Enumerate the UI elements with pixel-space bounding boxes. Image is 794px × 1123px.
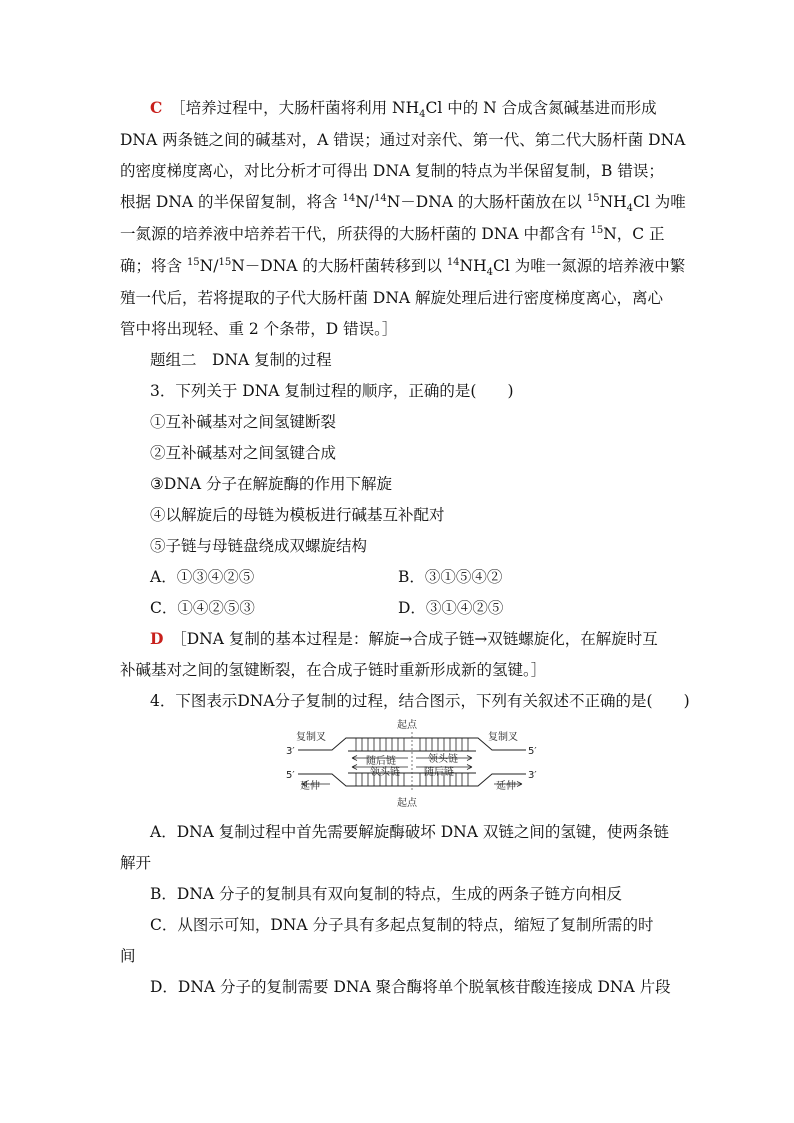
- q3-item-3: ③DNA 分子在解旋酶的作用下解旋: [150, 475, 393, 493]
- q4-option-d: D．DNA 分子的复制需要 DNA 聚合酶将单个脱氧核苷酸连接成 DNA 片段: [150, 978, 671, 996]
- q3-option-d: D．③①④②⑤: [398, 599, 504, 617]
- extend-left-label: 延伸: [300, 781, 320, 792]
- q3-item-2: ②互补碱基对之间氢键合成: [150, 444, 337, 462]
- explain-c-line-6: 确；将含 $^{15}$N/$^{15}$N－DNA 的大肠杆菌转移到以 $^{14}NH_4Cl$ 为唯一氮源的培养液中繁: [120, 256, 686, 279]
- explain-c-line-7: 殖一代后，若将提取的子代大肠杆菌 DNA 解旋处理后进行密度梯度离心，离心: [120, 289, 664, 307]
- q3-option-b: B．③①⑤④②: [398, 568, 503, 586]
- q3-option-c: C．①④②⑤③: [150, 599, 255, 617]
- group-title: 题组二 DNA 复制的过程: [150, 351, 332, 369]
- q4-option-b: B．DNA 分子的复制具有双向复制的特点，生成的两条子链方向相反: [150, 885, 623, 903]
- explain-c-line-3: 的密度梯度离心，对比分析才可得出 DNA 复制的特点为半保留复制，B 错误；: [120, 162, 664, 180]
- lagging-strand-right-label: 随后链: [424, 767, 454, 778]
- q4-option-a-line-1: A．DNA 复制过程中首先需要解旋酶破坏 DNA 双链之间的氢键，使两条链: [150, 823, 669, 841]
- q3-option-a: A．①③④②⑤: [150, 568, 255, 586]
- extend-right-label: 延伸: [496, 781, 516, 792]
- lagging-strand-left-label: 随后链: [366, 756, 396, 767]
- fork-left-label: 复制叉: [296, 732, 326, 743]
- q4-option-c-line-2: 间: [120, 947, 136, 965]
- end-bottom-left: 5′: [286, 770, 295, 781]
- bottom-origin-label: 起点: [397, 798, 417, 809]
- leading-strand-left-label: 领头链: [370, 767, 400, 778]
- answer-c: C: [150, 98, 163, 117]
- answer-d: D: [150, 629, 164, 648]
- q4-option-c-line-1: C．从图示可知，DNA 分子具有多起点复制的特点，缩短了复制所需的时: [150, 916, 654, 934]
- q3-item-1: ①互补碱基对之间氢键断裂: [150, 413, 337, 431]
- explain-c-line-4: 根据 DNA 的半保留复制，将含 $^{14}$N/$^{14}$N－DNA 的大肠杆菌放在以 $^{15}NH_4Cl$ 为唯: [120, 192, 686, 215]
- end-top-right: 5′: [528, 746, 537, 757]
- q3-item-5: ⑤子链与母链盘绕成双螺旋结构: [150, 537, 368, 555]
- q3-item-4: ④以解旋后的母链为模板进行碱基互补配对: [150, 506, 445, 524]
- leading-strand-right-label: 领头链: [428, 754, 458, 765]
- explain-c-line-2: DNA 两条链之间的碱基对，A 错误；通过对亲代、第一代、第二代大肠杆菌 DNA: [120, 131, 686, 149]
- explain-c-line-5: 一氮源的培养液中培养若干代，所获得的大肠杆菌的 DNA 中都含有 $^{15}$N，C 正: [120, 224, 665, 243]
- fork-right-label: 复制叉: [488, 732, 518, 743]
- end-top-left: 3′: [286, 746, 295, 757]
- dna-replication-diagram: [282, 718, 542, 810]
- q4-stem: 4．下图表示DNA分子复制的过程，结合图示，下列有关叙述不正确的是( ): [150, 692, 690, 710]
- q3-explain-line-1: D ［DNA 复制的基本过程是：解旋→合成子链→双链螺旋化，在解旋时互: [150, 629, 658, 648]
- end-bottom-right: 3′: [528, 770, 537, 781]
- q4-option-a-line-2: 解开: [120, 854, 152, 872]
- explain-c-line-8: 管中将出现轻、重 2 个条带，D 错误。］: [120, 320, 398, 338]
- q3-stem: 3．下列关于 DNA 复制过程的顺序，正确的是( ): [150, 382, 514, 400]
- q3-explain-line-2: 补碱基对之间的氢键断裂，在合成子链时重新形成新的氢键。］: [120, 661, 547, 679]
- explain-c-line-1: C ［培养过程中，大肠杆菌将利用 $NH_4Cl$ 中的 N 合成含氮碱基进而形成: [150, 98, 657, 121]
- top-origin-label: 起点: [397, 720, 417, 731]
